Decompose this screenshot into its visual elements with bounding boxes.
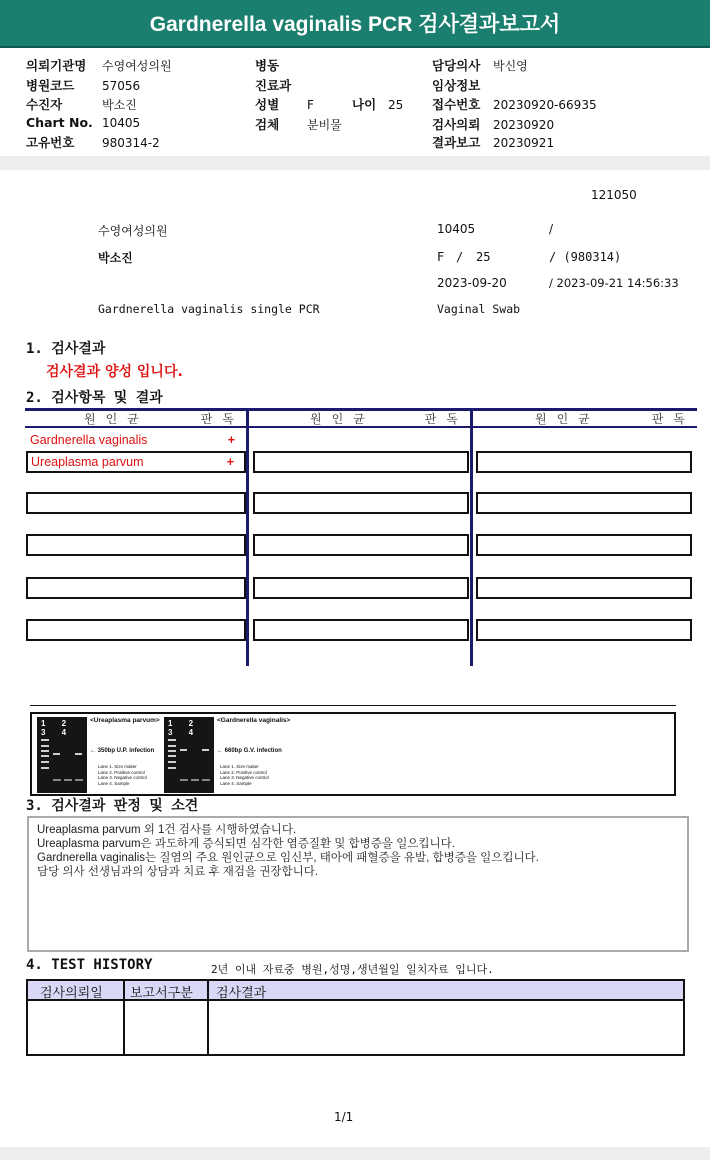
summary-request-date: 2023-09-20 [437, 276, 507, 290]
gel-lane-numbers: 1 2 3 4 [41, 719, 74, 737]
result-mark: + [226, 455, 234, 469]
section1-title: 1. 검사결과 [26, 341, 106, 357]
summary-slash: / [549, 222, 554, 236]
empty-result-cell [253, 619, 469, 641]
summary-clinic: 수영여성의원 [98, 224, 168, 238]
section4-title: 4. TEST HISTORY [26, 957, 153, 973]
empty-result-cell [26, 619, 246, 641]
opinion-box [27, 816, 689, 952]
header-col1-row3: 수진자 박소진 [26, 97, 137, 112]
gel-right-legend: Lane 1. Size maker Lane 2. Positive control Lane 3. Negative control Lane 4. Sample [220, 764, 269, 786]
col-head-3: 원인균 판독 [535, 412, 695, 426]
header-col1-row4: Chart No. 10405 [26, 115, 141, 130]
opinion-line: Gardnerella vaginalis는 질염의 주요 원인균으로 임신부, 태아에 패혈증을 유발, 합병증을 일으킵니다. [37, 852, 539, 864]
gel-lane-numbers: 1 2 3 4 [168, 719, 201, 737]
header-col3-row1: 담당의사 박신영 [432, 58, 528, 73]
summary-patient: 박소진 [98, 251, 133, 265]
history-col-request-date: 검사의뢰일 [40, 986, 103, 1001]
section2-title: 2. 검사항목 및 결과 [26, 390, 163, 406]
organism-name: Ureaplasma parvum [31, 455, 144, 469]
header-col1-row1: 의뢰기관명 수영여성의원 [26, 58, 172, 73]
gel-top-rule [30, 705, 676, 706]
empty-result-cell [26, 577, 246, 599]
opinion-line: 담당 의사 선생님과의 상담과 치료 후 재검을 권장합니다. [37, 866, 319, 878]
gel-right-band-label: ← 660bp G.V. infection [217, 748, 282, 754]
organism-name: Gardnerella vaginalis [30, 433, 148, 447]
summary-test-name: Gardnerella vaginalis single PCR [98, 302, 320, 316]
empty-result-cell [26, 492, 246, 514]
result-row [26, 451, 246, 473]
summary-sex: F [437, 250, 445, 264]
summary-age: 25 [476, 250, 491, 264]
gel-left-legend: Lane 1. Size maker Lane 2. Positive control Lane 3. Negative control Lane 4. Sample [98, 764, 147, 786]
column-divider-1 [246, 408, 249, 666]
header-col3-row5: 결과보고 20230921 [432, 135, 555, 150]
page-number: 1/1 [334, 1110, 354, 1124]
report-title: Gardnerella vaginalis PCR 검사결과보고서 [0, 0, 710, 48]
header-col3-row3: 접수번호 20230920-66935 [432, 97, 597, 112]
opinion-line: Ureaplasma parvum 외 1건 검사를 시행하였습니다. [37, 824, 297, 836]
header-col1-row2: 병원코드 57056 [26, 78, 141, 93]
header-col2-row1: 병동 [255, 58, 280, 73]
empty-result-cell [253, 451, 469, 473]
gel-left-band-label: ← 350bp U.P. infection [90, 748, 155, 754]
summary-birth: / (980314) [549, 250, 622, 264]
summary-chart: 10405 [437, 222, 476, 236]
header-col2-row4: 검체 분비물 [255, 117, 342, 132]
empty-result-cell [476, 577, 692, 599]
empty-result-cell [476, 619, 692, 641]
empty-result-cell [476, 492, 692, 514]
summary-report-datetime: / 2023-09-21 14:56:33 [549, 276, 679, 290]
result-row [27, 430, 245, 452]
result-mark: + [227, 433, 235, 447]
header-col2-row2: 진료과 [255, 78, 292, 93]
empty-result-cell [253, 534, 469, 556]
history-col-result: 검사결과 [216, 986, 267, 1001]
summary-sep: / [456, 250, 464, 264]
summary-specimen: Vaginal Swab [437, 302, 521, 316]
gel-right-title: <Gardnerella vaginalis> [217, 717, 291, 724]
gel-left-title: <Ureaplasma parvum> [90, 717, 160, 724]
empty-result-cell [253, 577, 469, 599]
header-age: 나이 25 [352, 97, 404, 112]
report-code: 121050 [591, 188, 637, 202]
gel-right [164, 717, 214, 793]
empty-result-cell [253, 492, 469, 514]
history-col-report-type: 보고서구분 [130, 986, 193, 1001]
gel-left [37, 717, 87, 793]
empty-result-cell [476, 534, 692, 556]
col-head-1: 원인균 판독 [84, 412, 244, 426]
opinion-line: Ureaplasma parvum은 과도하게 증식되면 심각한 염증질환 및 합병증을 일으킵니다. [37, 838, 455, 850]
header-divider [0, 156, 710, 170]
header-col3-row2: 임상정보 [432, 78, 481, 93]
gel-electrophoresis-image [30, 712, 676, 796]
history-table-header [28, 981, 683, 1001]
col-head-2: 원인균 판독 [310, 412, 468, 426]
column-divider-2 [470, 408, 473, 666]
header-col1-row5: 고유번호 980314-2 [26, 135, 160, 150]
empty-result-cell [476, 451, 692, 473]
history-note: 2년 이내 자료중 병원,성명,생년월일 일치자료 입니다. [211, 963, 494, 976]
empty-result-cell [26, 534, 246, 556]
footer-bar [0, 1147, 710, 1160]
test-history-table [26, 979, 685, 1056]
header-col3-row4: 검사의뢰 20230920 [432, 117, 555, 132]
header-col2-row3: 성별 F [255, 97, 314, 112]
positive-result: 검사결과 양성 입니다. [46, 364, 183, 380]
section3-title: 3. 검사결과 판정 및 소견 [26, 798, 199, 814]
